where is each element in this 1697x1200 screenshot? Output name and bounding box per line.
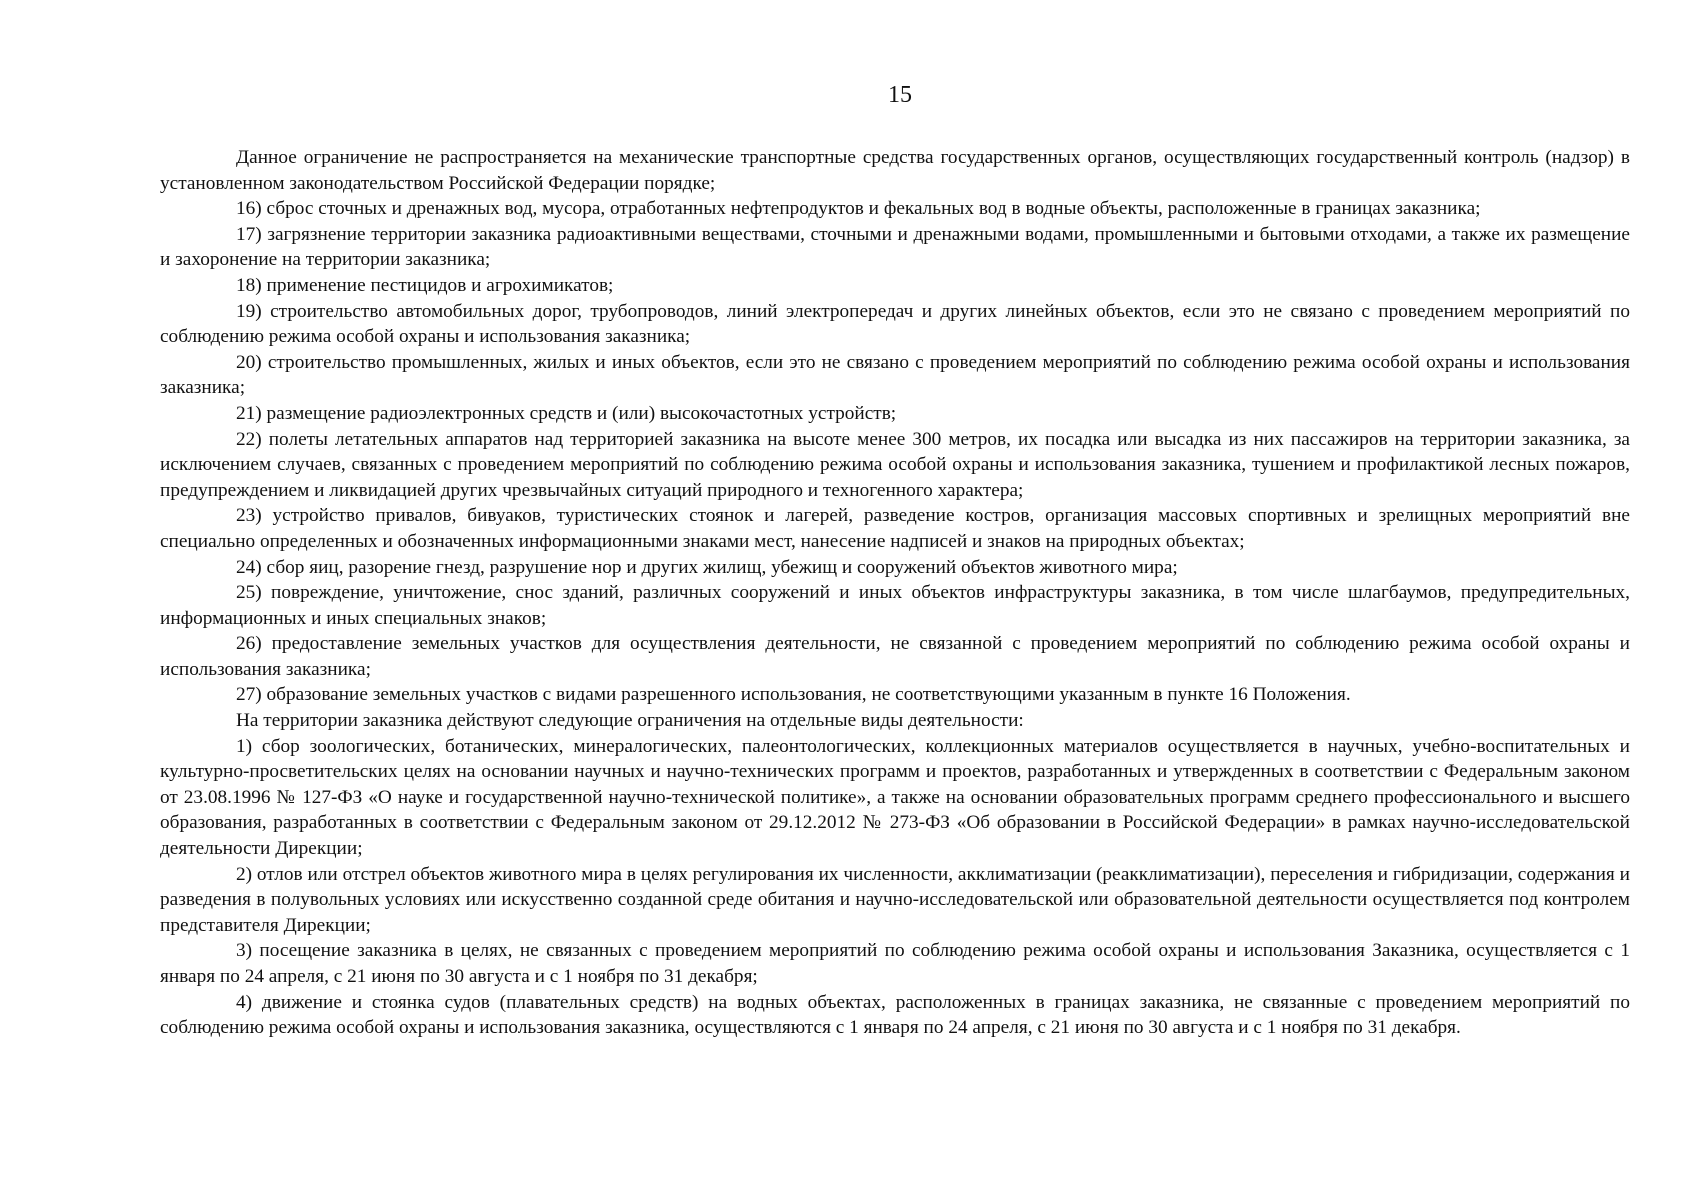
paragraph: На территории заказника действуют следующие ограничения на отдельные виды деятельности: [236, 710, 1024, 732]
paragraph: 16) сброс сточных и дренажных вод, мусора, отработанных нефтепродуктов и фекальных вод в водные объекты, расположенные в границах заказника; [236, 198, 1481, 220]
paragraph: 24) сбор яиц, разорение гнезд, разрушение нор и других жилищ, убежищ и сооружений объектов животного мира; [236, 556, 1178, 578]
paragraph: 4) движение и стоянка судов (плавательных средств) на водных объектах, расположенных в границах заказника, не связанные с проведением мероприятий по соблюдению режима особой охраны и использования заказника, осуществляются с 1 января по 24 апреля, с 21 июня по 30 августа и с 1 ноября по 31 декабря. [160, 991, 1630, 1039]
paragraph: 21) размещение радиоэлектронных средств и (или) высокочастотных устройств; [236, 402, 897, 424]
paragraph: 23) устройство привалов, бивуаков, туристических стоянок и лагерей, разведение костров, организация массовых спортивных и зрелищных мероприятий вне специально определенных и обозначенных информационными знаками мест, нанесение надписей и знаков на природных объектах; [160, 505, 1630, 552]
paragraph: 17) загрязнение территории заказника радиоактивными веществами, сточными и дренажными водами, промышленными и бытовыми отходами, а также их размещение и захоронение на территории заказника; [160, 223, 1630, 271]
paragraph: 26) предоставление земельных участков для осуществления деятельности, не связанной с проведением мероприятий по соблюдению режима особой охраны и использования заказника; [160, 633, 1630, 680]
paragraph: 27) образование земельных участков с видами разрешенного использования, не соответствующими указанным в пункте 16 Положения. [236, 684, 1351, 706]
paragraph: 20) строительство промышленных, жилых и иных объектов, если это не связано с проведением мероприятий по соблюдению режима особой охраны и использования заказника; [160, 351, 1630, 399]
paragraph: Данное ограничение не распространяется на механические транспортные средства государственных органов, осуществляющих государственный контроль (надзор) в установленном законодательством Российской Федерации порядке; [160, 147, 1630, 194]
paragraph: 22) полеты летательных аппаратов над территорией заказника на высоте менее 300 метров, их посадка или высадка из них пассажиров на территории заказника, за исключением случаев, связанных с проведением мероприятий по соблюдению режима особой охраны и использования заказника, тушением и профилактикой лесных пожаров, предупреждением и ликвидацией других чрезвычайных ситуаций природного и техногенного характера; [160, 428, 1630, 501]
document-body [160, 145, 1630, 1041]
paragraph: 25) повреждение, уничтожение, снос зданий, различных сооружений и иных объектов инфраструктуры заказника, в том числе шлагбаумов, предупредительных, информационных и иных специальных знаков; [160, 582, 1630, 629]
paragraph: 1) сбор зоологических, ботанических, минералогических, палеонтологических, коллекционных материалов осуществляется в научных, учебно-воспитательных и культурно-просветительских целях на основании научных и научно-технических программ и проектов, разработанных и утвержденных в соответствии с Федеральным законом от 23.08.1996 № 127-ФЗ «О науке и государственной научно-технической политике», а также на основании образовательных программ среднего профессионального и высшего образования, разработанных в соответствии с Федеральным законом от 29.12.2012 № 273-ФЗ «Об образовании в Российской Федерации» в рамках научно-исследовательской деятельности Дирекции; [160, 735, 1630, 860]
paragraph: 18) применение пестицидов и агрохимикатов; [236, 274, 614, 296]
page-number: 15 [888, 82, 912, 108]
paragraph: 19) строительство автомобильных дорог, трубопроводов, линий электропередач и других линейных объектов, если это не связано с проведением мероприятий по соблюдению режима особой охраны и использования заказника; [160, 300, 1630, 348]
paragraph: 2) отлов или отстрел объектов животного мира в целях регулирования их численности, акклиматизации (реакклиматизации), переселения и гибридизации, содержания и разведения в полувольных условиях или искусственно созданной среде обитания и научно-исследовательской или образовательной деятельности осуществляется под контролем представителя Дирекции; [160, 863, 1630, 936]
paragraph: 3) посещение заказника в целях, не связанных с проведением мероприятий по соблюдению режима особой охраны и использования Заказника, осуществляется с 1 января по 24 апреля, с 21 июня по 30 августа и с 1 ноября по 31 декабря; [160, 940, 1630, 987]
